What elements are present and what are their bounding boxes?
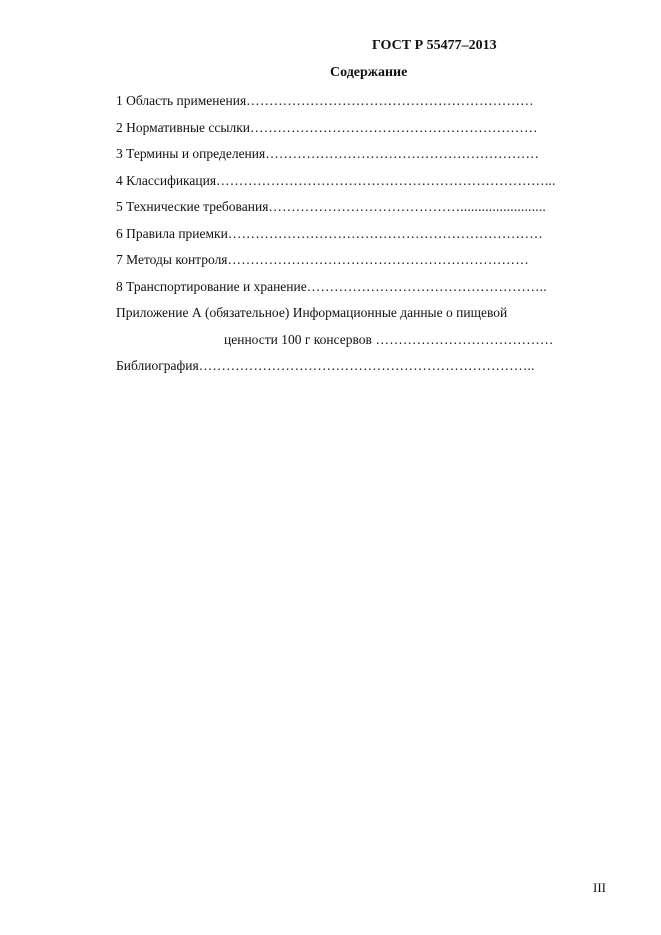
toc-entry-text: Библиография bbox=[116, 358, 199, 373]
toc-entry-transport-storage[interactable] bbox=[116, 276, 598, 303]
toc-entry-terms-definitions[interactable] bbox=[116, 143, 598, 170]
toc-entry-text: ценности 100 г консервов bbox=[224, 331, 372, 347]
toc-entry-appendix-a[interactable] bbox=[116, 302, 598, 329]
toc-entry-test-methods[interactable] bbox=[116, 249, 598, 276]
toc-entry-text: 7 Методы контроля bbox=[116, 252, 228, 267]
toc-entry-text: 1 Область применения bbox=[116, 93, 247, 108]
toc-entry-leader: ………………………………………………………… bbox=[227, 252, 529, 267]
toc-entry-normative-references[interactable] bbox=[116, 117, 598, 144]
toc-entry-scope[interactable] bbox=[116, 90, 598, 117]
toc-entry-leader: ……………………………………………………… bbox=[246, 93, 534, 108]
toc-entry-bibliography[interactable] bbox=[116, 355, 598, 382]
toc-entry-text: 8 Транспортирование и хранение bbox=[116, 278, 307, 294]
standard-code: ГОСТ Р 55477–2013 bbox=[372, 38, 497, 53]
toc-entry-leader: ………………………………………………………………... bbox=[216, 172, 556, 188]
toc-entry-text: 3 Термины и определения bbox=[116, 146, 266, 161]
toc-entry-appendix-a-continuation[interactable] bbox=[116, 329, 598, 356]
toc-entry-leader: ……………………………………........................ bbox=[268, 199, 547, 214]
toc-entry-leader: …………………………………………………………… bbox=[227, 225, 543, 241]
table-of-contents bbox=[116, 90, 598, 382]
toc-entry-classification[interactable] bbox=[116, 170, 598, 197]
toc-entry-leader: ………………………………… bbox=[371, 331, 554, 347]
toc-entry-leader: …………………………………………………… bbox=[265, 146, 540, 161]
toc-entry-text: Приложение А (обязательное) Информационные данные о пищевой bbox=[116, 305, 508, 320]
toc-entry-text: 5 Технические требования bbox=[116, 199, 269, 214]
page-number: III bbox=[593, 880, 606, 895]
toc-entry-acceptance-rules[interactable] bbox=[116, 223, 598, 250]
toc-entry-leader: ……………………………………………………………….. bbox=[198, 358, 535, 373]
toc-entry-text: 6 Правила приемки bbox=[116, 225, 228, 241]
toc-entry-technical-requirements[interactable] bbox=[116, 196, 598, 223]
toc-entry-text: 4 Классификация bbox=[116, 172, 217, 188]
toc-entry-text: 2 Нормативные ссылки bbox=[116, 119, 250, 135]
toc-entry-leader: ……………………………………………………… bbox=[250, 119, 538, 135]
toc-entry-leader: …………………………………………….. bbox=[306, 278, 547, 294]
contents-title: Содержание bbox=[330, 65, 408, 80]
